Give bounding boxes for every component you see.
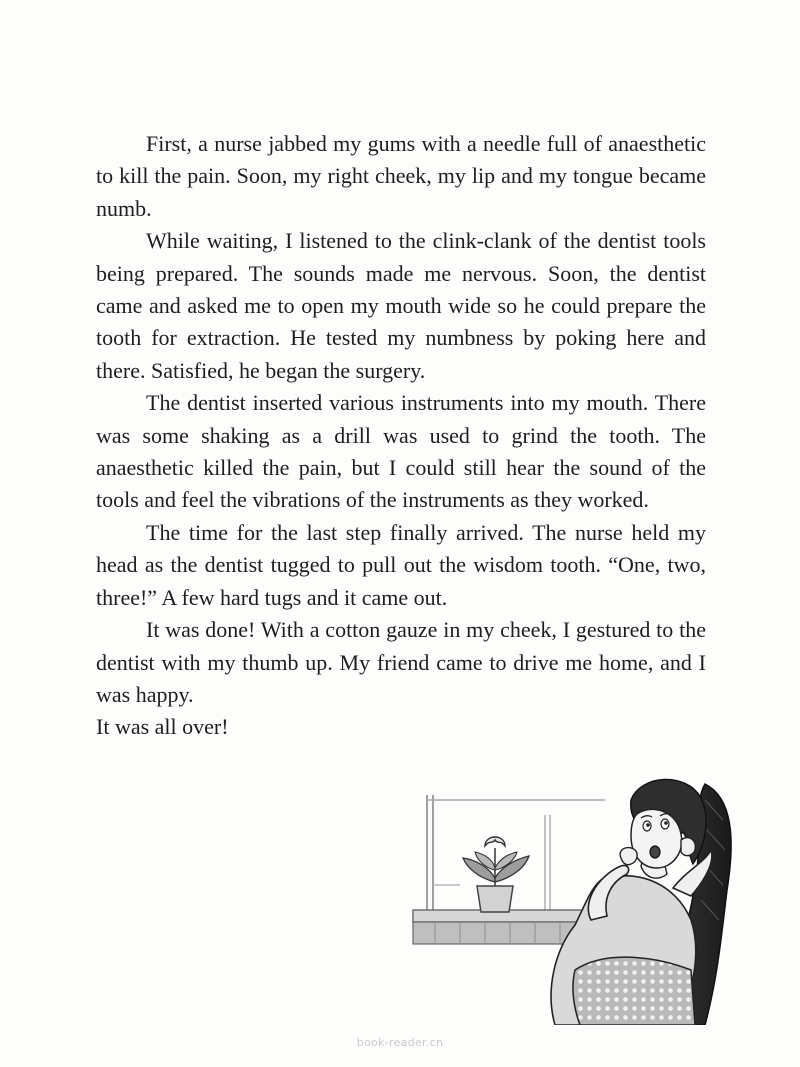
potted-flower: [463, 837, 529, 912]
paragraph-1: First, a nurse jabbed my gums with a needle full of anaesthetic to kill the pain. Soon, my right cheek, my lip and my tongue became numb.: [96, 131, 706, 221]
woman: [551, 779, 712, 1025]
paragraph-5: It was done! With a cotton gauze in my cheek, I gestured to the dentist with my thumb up. My friend came to drive me home, and I was happy.: [96, 617, 706, 707]
paragraph-4: The time for the last step finally arrived. The nurse held my head as the dentist tugged to pull out the wisdom tooth. “One, two, three!” A few hard tugs and it came out.: [96, 519, 706, 610]
dentist-chair-illustration: [405, 770, 735, 1025]
paragraph-2: While waiting, I listened to the clink-clank of the dentist tools being prepared. The sounds made me nervous. Soon, the dentist came and asked me to open my mouth wide so he could prepare the tooth for extraction. He tested my numbness by poking here and there. Satisfied, he began the surgery.: [96, 228, 706, 383]
closing-line: It was all over!: [96, 714, 229, 740]
story-text: [96, 128, 706, 744]
watermark: book-reader.cn: [356, 1036, 444, 1049]
paragraph-3: The dentist inserted various instruments into my mouth. There was some shaking as a drill was used to grind the tooth. The anaesthetic killed the pain, but I could still hear the sound of the tools and feel the vibrations of the instruments as they worked.: [96, 390, 706, 513]
